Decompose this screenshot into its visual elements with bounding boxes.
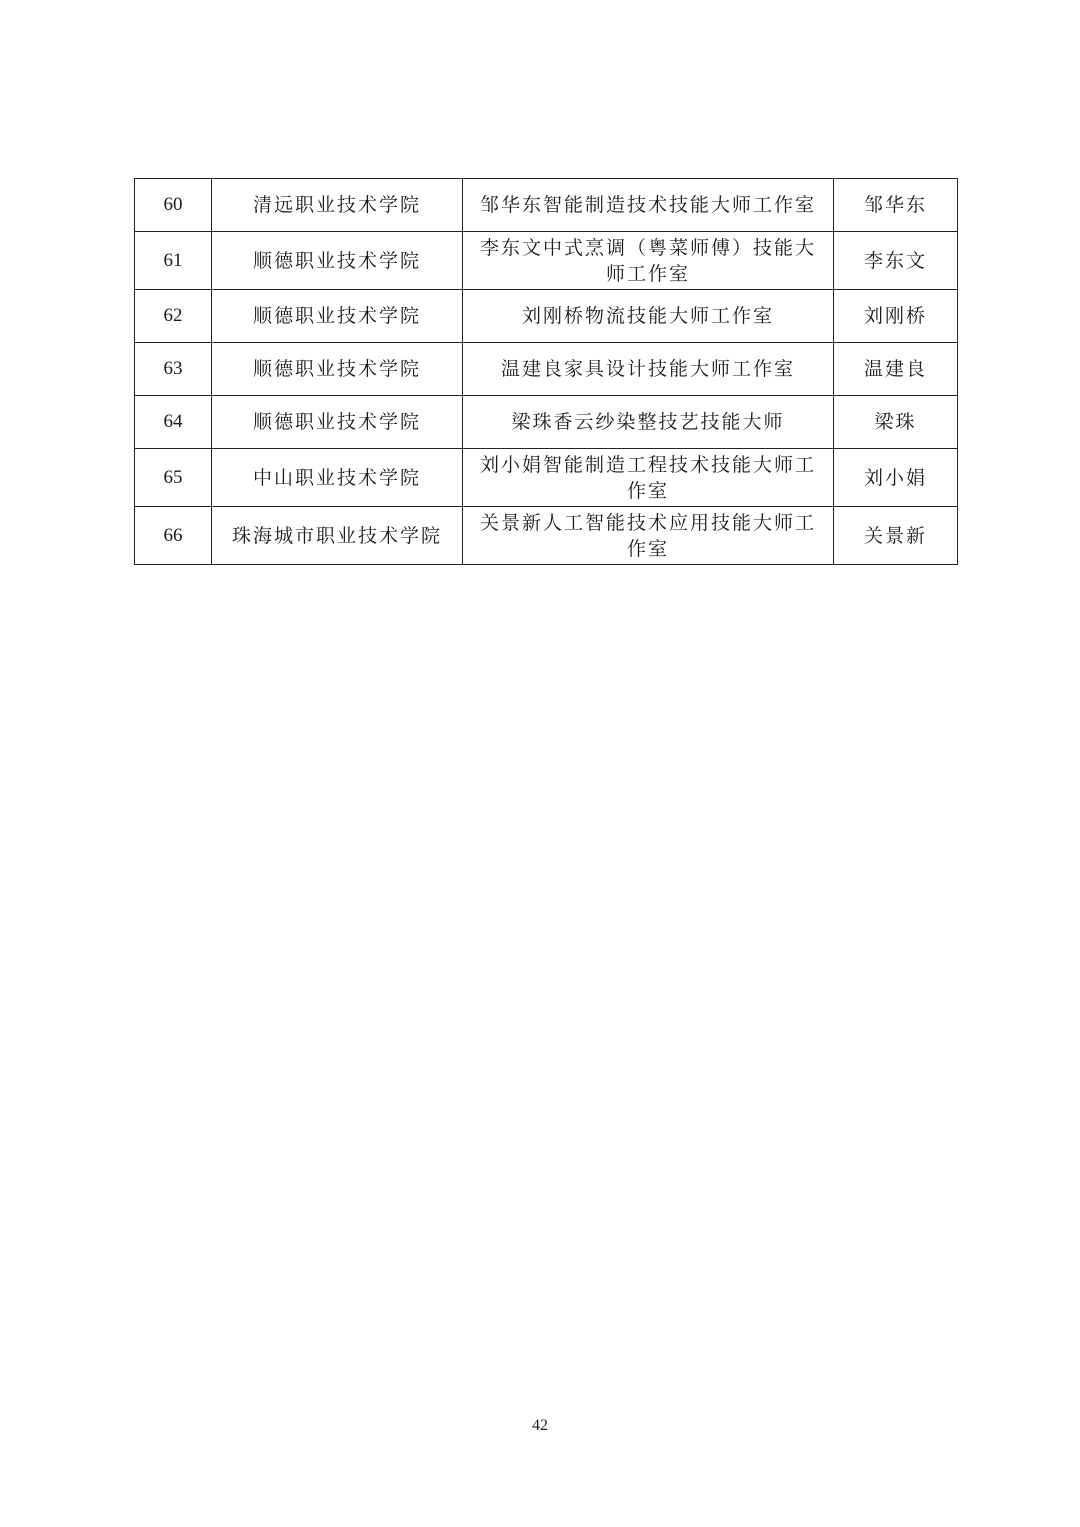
table-row	[135, 290, 958, 343]
school-name: 中山职业技术学院	[212, 449, 463, 507]
school-name: 顺德职业技术学院	[212, 396, 463, 449]
master-name: 关景新	[834, 507, 958, 565]
master-name: 梁珠	[834, 396, 958, 449]
row-number: 60	[135, 179, 212, 232]
studio-name: 邹华东智能制造技术技能大师工作室	[463, 179, 834, 232]
school-name: 顺德职业技术学院	[212, 232, 463, 290]
row-number: 61	[135, 232, 212, 290]
school-name: 顺德职业技术学院	[212, 343, 463, 396]
table-row	[135, 449, 958, 507]
master-name: 温建良	[834, 343, 958, 396]
table-row	[135, 232, 958, 290]
row-number: 65	[135, 449, 212, 507]
studio-name: 关景新人工智能技术应用技能大师工作室	[463, 507, 834, 565]
school-name: 清远职业技术学院	[212, 179, 463, 232]
table-row	[135, 396, 958, 449]
table-row	[135, 343, 958, 396]
page-number: 42	[532, 1417, 548, 1434]
row-number: 62	[135, 290, 212, 343]
row-number: 66	[135, 507, 212, 565]
school-name: 珠海城市职业技术学院	[212, 507, 463, 565]
studio-name: 温建良家具设计技能大师工作室	[463, 343, 834, 396]
row-number: 63	[135, 343, 212, 396]
studio-name: 梁珠香云纱染整技艺技能大师	[463, 396, 834, 449]
master-name: 李东文	[834, 232, 958, 290]
master-studio-table	[134, 178, 958, 565]
table-row	[135, 507, 958, 565]
table-row	[135, 179, 958, 232]
studio-name: 刘刚桥物流技能大师工作室	[463, 290, 834, 343]
school-name: 顺德职业技术学院	[212, 290, 463, 343]
studio-name: 刘小娟智能制造工程技术技能大师工作室	[463, 449, 834, 507]
master-name: 刘小娟	[834, 449, 958, 507]
studio-name: 李东文中式烹调（粤菜师傅）技能大师工作室	[463, 232, 834, 290]
master-name: 邹华东	[834, 179, 958, 232]
row-number: 64	[135, 396, 212, 449]
master-name: 刘刚桥	[834, 290, 958, 343]
